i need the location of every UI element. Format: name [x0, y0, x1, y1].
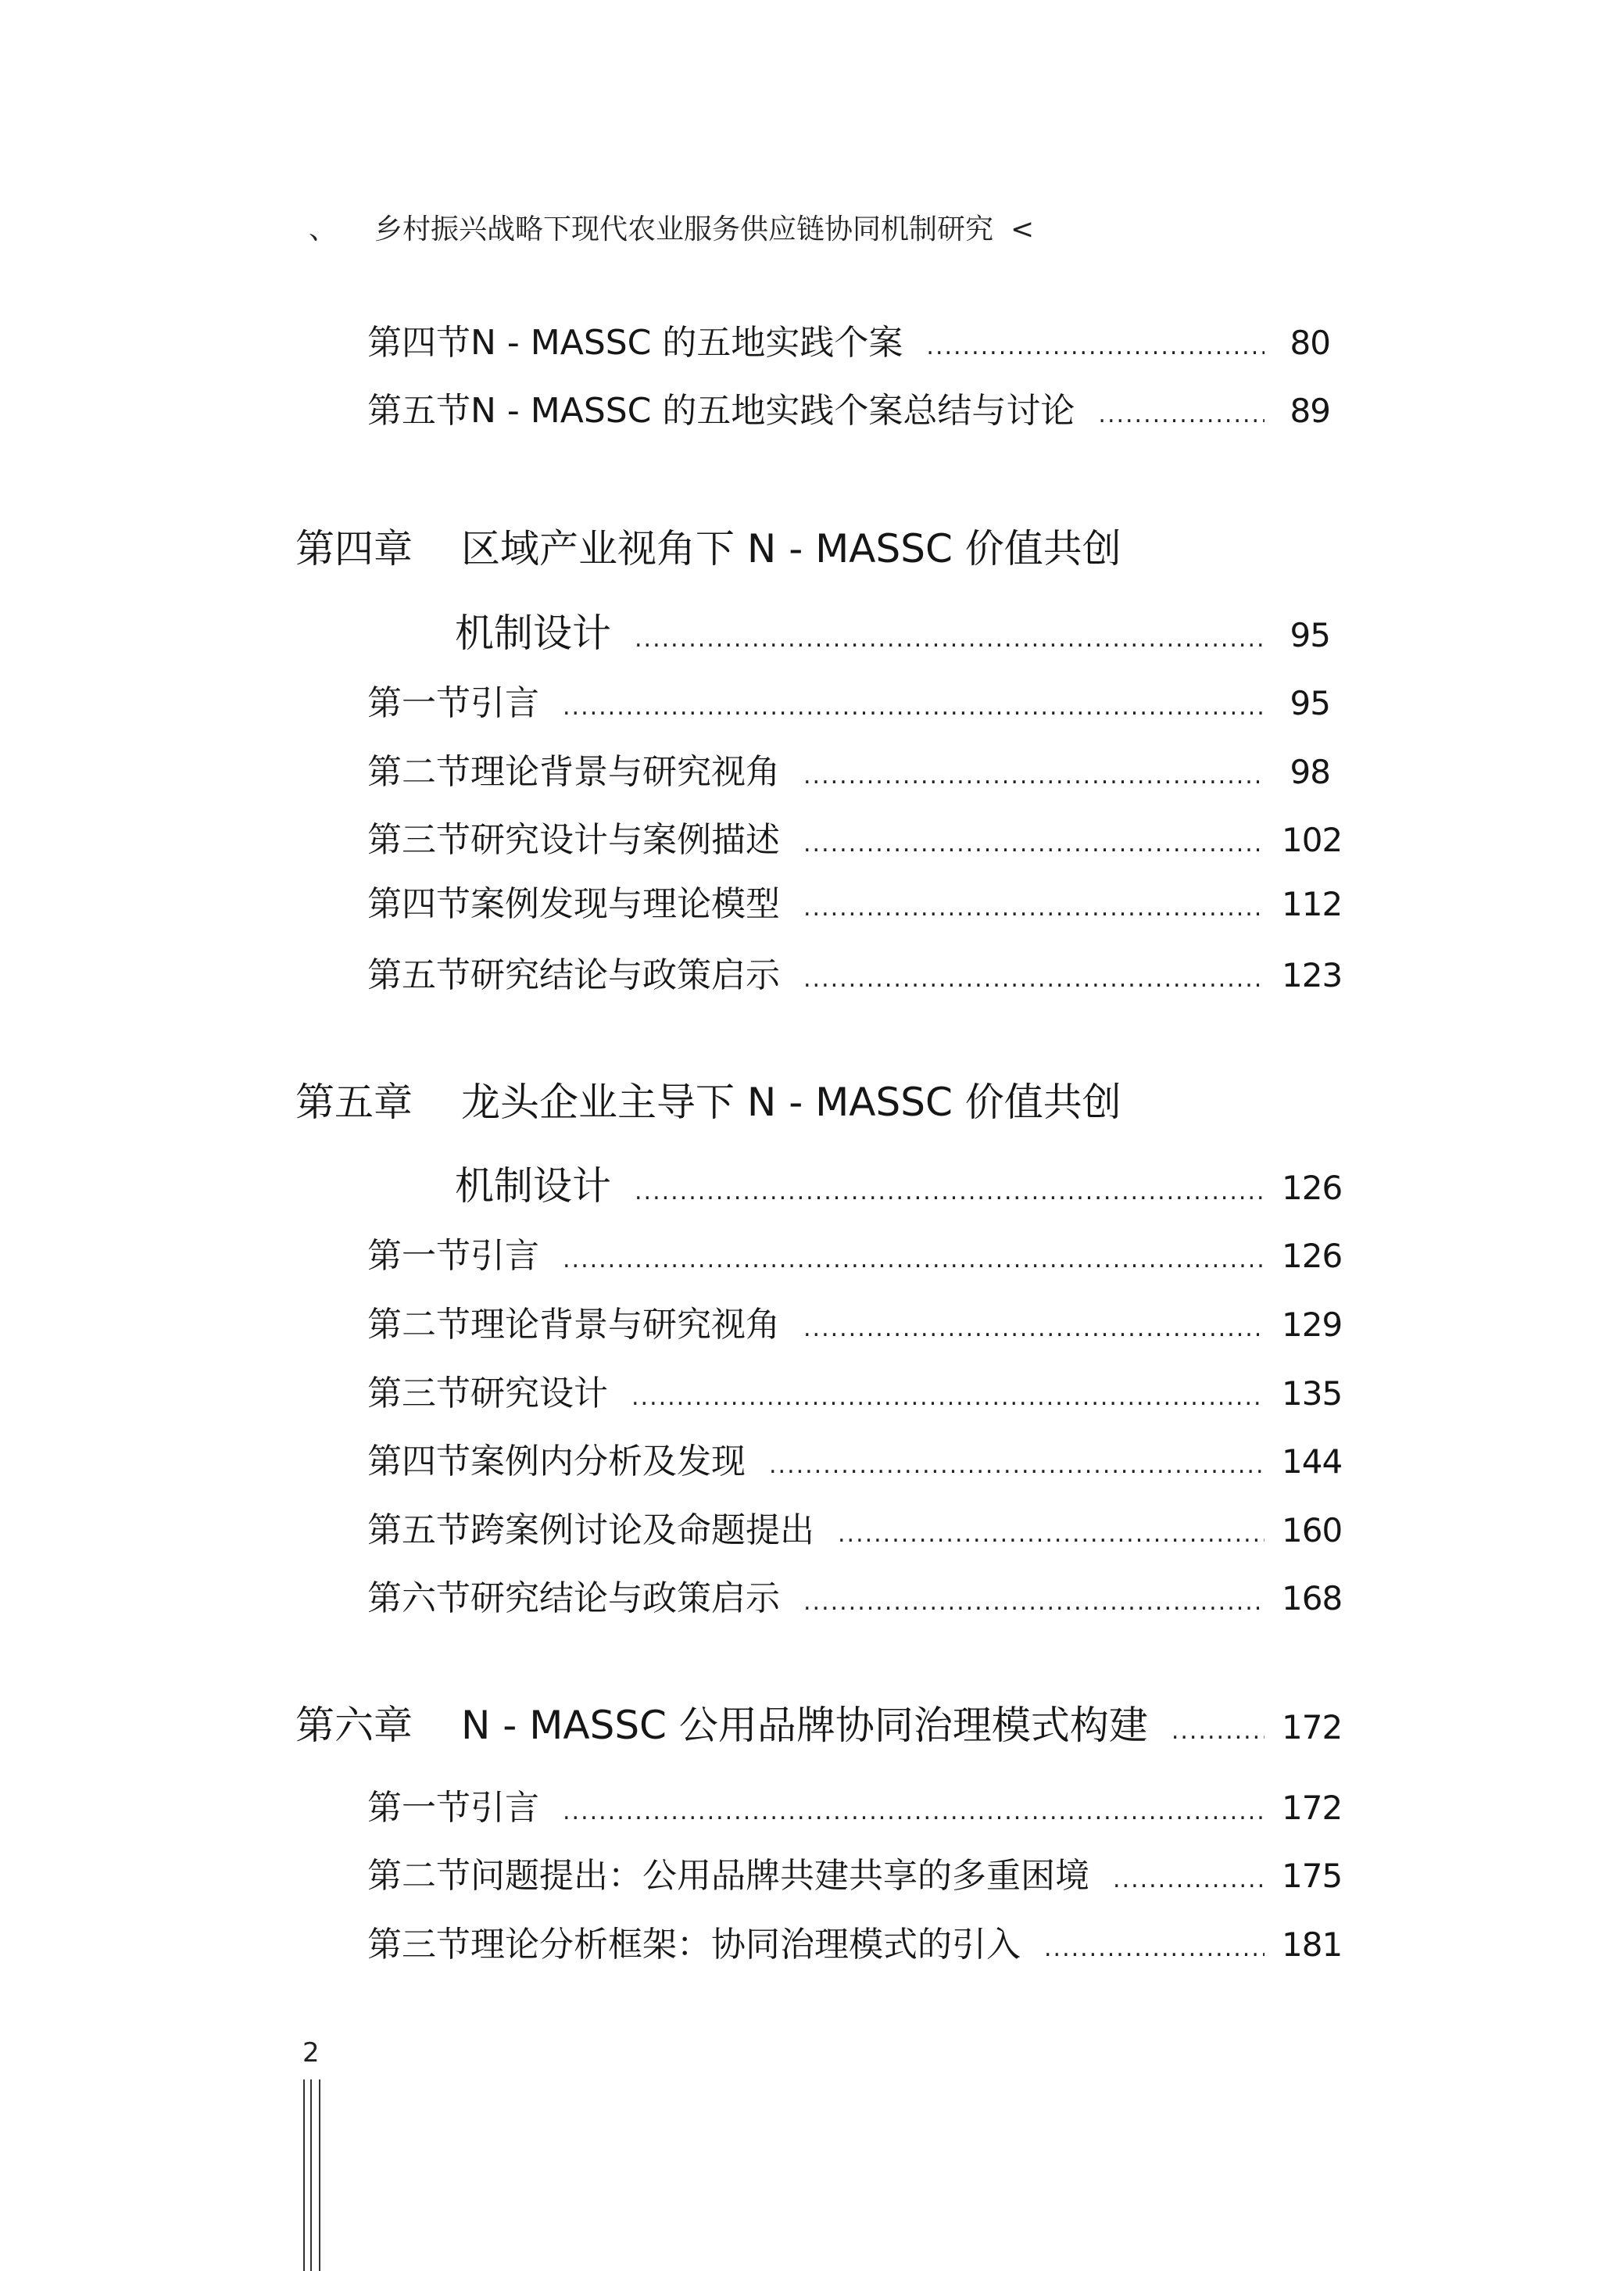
- toc-entry[interactable]: [367, 1365, 1343, 1415]
- entry-number: 第一节: [367, 1788, 470, 1828]
- toc-entry[interactable]: [367, 1433, 1343, 1483]
- entry-page: 175: [1282, 1857, 1343, 1895]
- entry-page: 129: [1282, 1306, 1343, 1344]
- entry-title: N - MASSC 的五地实践个案总结与讨论: [470, 391, 1075, 431]
- header-mark: 、: [309, 213, 338, 245]
- entry-title: 引言: [470, 683, 539, 723]
- toc-entry[interactable]: [367, 1296, 1343, 1346]
- dot-leader: [631, 1384, 1265, 1411]
- entry-title: 理论背景与研究视角: [470, 752, 780, 792]
- entry-number: 第三节: [367, 1374, 470, 1413]
- entry-number: 第六节: [367, 1578, 470, 1618]
- dot-leader: [803, 894, 1265, 922]
- toc-chapter-continued[interactable]: [455, 602, 1330, 658]
- chapter-number: 第四章: [295, 526, 413, 571]
- entry-number: 第二节: [367, 1856, 470, 1896]
- toc-entry[interactable]: [367, 1847, 1343, 1897]
- entry-number: 第一节: [367, 1236, 470, 1276]
- toc-entry[interactable]: [367, 743, 1330, 793]
- entry-page: 126: [1282, 1237, 1343, 1275]
- entry-title: 理论背景与研究视角: [470, 1305, 780, 1345]
- chapter-title: 龙头企业主导下 N - MASSC 价值共创: [461, 1080, 1121, 1125]
- entry-number: 第三节: [367, 820, 470, 860]
- entry-title: 引言: [470, 1788, 539, 1828]
- entry-page: 95: [1290, 616, 1330, 654]
- entry-page: 112: [1282, 885, 1343, 923]
- chapter-title: N - MASSC 公用品牌协同治理模式构建: [461, 1703, 1148, 1748]
- toc-entry[interactable]: [367, 811, 1343, 861]
- toc-chapter[interactable]: [295, 1071, 1330, 1127]
- entry-page: 160: [1282, 1511, 1343, 1549]
- dot-leader: [803, 1589, 1265, 1616]
- entry-title: 研究设计与案例描述: [470, 820, 780, 860]
- dot-leader: [563, 1246, 1265, 1273]
- entry-title: 理论分析框架：协同治理模式的引入: [470, 1925, 1021, 1965]
- dot-leader: [563, 693, 1265, 721]
- dot-leader: [1098, 401, 1265, 428]
- chapter-title-continued: 机制设计: [455, 1163, 611, 1209]
- entry-page: 181: [1282, 1925, 1343, 1964]
- toc-entry[interactable]: [367, 314, 1330, 364]
- dot-leader: [769, 1452, 1265, 1479]
- toc-entry[interactable]: [367, 1570, 1343, 1620]
- entry-title: N - MASSC 的五地实践个案: [470, 323, 903, 363]
- dot-leader: [635, 625, 1265, 653]
- entry-page: 126: [1282, 1169, 1343, 1207]
- entry-number: 第一节: [367, 683, 470, 723]
- entry-number: 第四节: [367, 323, 470, 363]
- dot-leader: [1044, 1935, 1265, 1962]
- dot-leader: [926, 333, 1265, 360]
- dot-leader: [1113, 1866, 1265, 1893]
- entry-page: 144: [1282, 1442, 1343, 1481]
- entry-title: 研究设计: [470, 1374, 608, 1413]
- entry-page: 168: [1282, 1579, 1343, 1617]
- entry-number: 第二节: [367, 1305, 470, 1345]
- entry-title: 研究结论与政策启示: [470, 1578, 780, 1618]
- entry-number: 第四节: [367, 884, 470, 924]
- entry-page: 172: [1282, 1708, 1343, 1746]
- toc-entry[interactable]: [367, 1916, 1343, 1966]
- entry-page: 98: [1290, 753, 1330, 791]
- dot-leader: [563, 1798, 1265, 1825]
- entry-page: 95: [1290, 684, 1330, 722]
- dot-leader: [635, 1178, 1265, 1205]
- page-number: 2: [302, 2037, 320, 2069]
- entry-page: 89: [1290, 392, 1330, 430]
- entry-title: 引言: [470, 1236, 539, 1276]
- margin-rule: [303, 2079, 320, 2271]
- entry-page: 172: [1282, 1789, 1343, 1827]
- entry-page: 135: [1282, 1374, 1343, 1413]
- toc-entry[interactable]: [367, 675, 1330, 725]
- entry-number: 第五节: [367, 955, 470, 995]
- entry-number: 第五节: [367, 391, 470, 431]
- chapter-number: 第五章: [295, 1080, 413, 1125]
- toc-entry[interactable]: [367, 1502, 1343, 1552]
- entry-page: 80: [1290, 324, 1330, 362]
- entry-page: 102: [1282, 821, 1343, 859]
- dot-leader: [803, 762, 1265, 790]
- entry-title: 案例发现与理论模型: [470, 884, 780, 924]
- dot-leader: [803, 1315, 1265, 1342]
- entry-title: 案例内分析及发现: [470, 1442, 746, 1481]
- entry-number: 第二节: [367, 752, 470, 792]
- toc-entry[interactable]: [367, 1779, 1343, 1829]
- entry-number: 第四节: [367, 1442, 470, 1481]
- chapter-title-continued: 机制设计: [455, 611, 611, 656]
- entry-number: 第五节: [367, 1510, 470, 1550]
- chapter-number: 第六章: [295, 1703, 413, 1748]
- toc-entry[interactable]: [367, 382, 1330, 432]
- toc-entry[interactable]: [367, 947, 1343, 997]
- dot-leader: [803, 965, 1265, 993]
- toc-chapter[interactable]: [295, 518, 1330, 574]
- toc-entry[interactable]: [367, 876, 1343, 926]
- entry-title: 跨案例讨论及命题提出: [470, 1510, 814, 1550]
- header-end-mark: <: [1011, 213, 1035, 245]
- entry-title: 研究结论与政策启示: [470, 955, 780, 995]
- toc-chapter-continued[interactable]: [455, 1155, 1343, 1211]
- toc-entry[interactable]: [367, 1227, 1343, 1277]
- entry-title: 问题提出：公用品牌共建共享的多重困境: [470, 1856, 1089, 1896]
- toc-chapter[interactable]: [295, 1694, 1343, 1750]
- dot-leader: [838, 1521, 1265, 1548]
- dot-leader: [803, 830, 1265, 858]
- entry-number: 第三节: [367, 1925, 470, 1965]
- chapter-title: 区域产业视角下 N - MASSC 价值共创: [461, 526, 1121, 571]
- entry-page: 123: [1282, 956, 1343, 994]
- book-title: 乡村振兴战略下现代农业服务供应链协同机制研究: [374, 213, 994, 245]
- dot-leader: [1171, 1718, 1265, 1745]
